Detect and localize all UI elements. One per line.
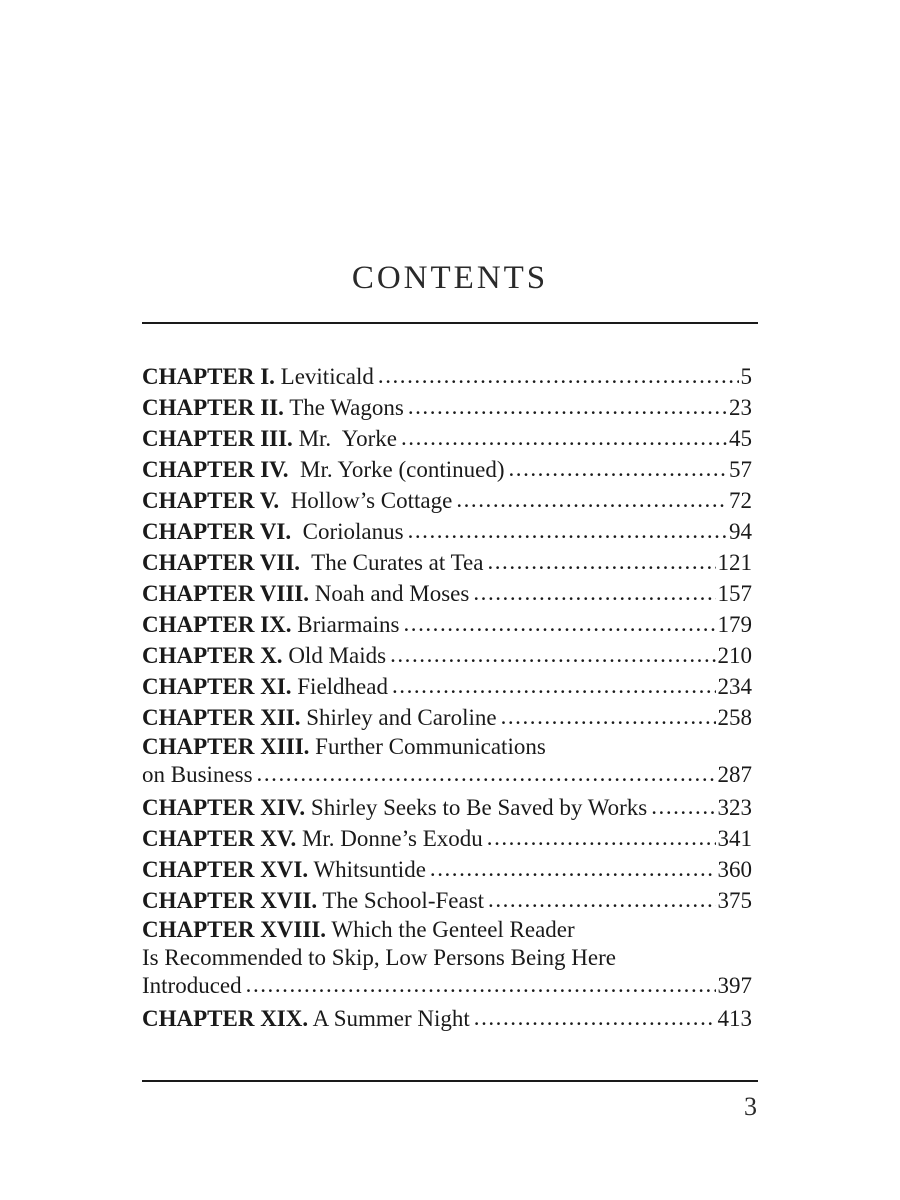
toc-entry-chapter-15[interactable] [142, 823, 752, 854]
page-number: 341 [717, 826, 752, 851]
dot-leader [378, 360, 739, 391]
chapter-title: Old Maids [288, 643, 387, 668]
bottom-rule [142, 1080, 758, 1082]
page-number: 94 [729, 519, 752, 544]
dot-leader [474, 1002, 716, 1033]
chapter-title: The Wagons [289, 395, 404, 420]
page-number: 45 [729, 426, 752, 451]
dot-leader [501, 701, 716, 732]
toc-entry-chapter-19[interactable] [142, 1003, 752, 1034]
toc-entry-chapter-4[interactable] [142, 454, 752, 485]
page-number: 375 [717, 888, 752, 913]
page-number: 23 [729, 395, 752, 420]
toc-entry-chapter-9[interactable] [142, 609, 752, 640]
dot-leader [246, 971, 716, 999]
chapter-number: CHAPTER VII. [142, 550, 301, 575]
dot-leader [487, 822, 716, 853]
chapter-title: Which the Genteel Reader [331, 917, 575, 942]
chapter-number: CHAPTER V. [142, 488, 280, 513]
chapter-title: Coriolanus [302, 519, 404, 544]
toc-entry-chapter-16[interactable] [142, 854, 752, 885]
dot-leader [508, 453, 727, 484]
top-rule [142, 322, 758, 324]
toc-entry-chapter-8[interactable] [142, 578, 752, 609]
dot-leader [487, 546, 715, 577]
toc-entry-chapter-17[interactable] [142, 885, 752, 916]
chapter-title: Leviticald [280, 364, 374, 389]
page-number: 234 [717, 674, 752, 699]
page-folio: 3 [744, 1092, 757, 1121]
page-number: 57 [729, 457, 752, 482]
chapter-number: CHAPTER VI. [142, 519, 292, 544]
dot-leader [430, 853, 716, 884]
chapter-number: CHAPTER XIII. [142, 734, 310, 759]
page-number: 5 [740, 364, 752, 389]
chapter-title: Mr. Donne’s Exodu [301, 826, 483, 851]
page-number: 258 [717, 705, 752, 730]
chapter-title: Shirley and Caroline [306, 705, 497, 730]
page-title: CONTENTS [351, 260, 549, 296]
toc-entry-chapter-3[interactable] [142, 423, 752, 454]
dot-leader [408, 391, 727, 422]
page-number: 157 [717, 581, 752, 606]
toc-entry-chapter-11[interactable] [142, 671, 752, 702]
chapter-number: CHAPTER II. [142, 395, 284, 420]
toc-entry-chapter-6[interactable] [142, 516, 752, 547]
chapter-title: Fieldhead [297, 674, 388, 699]
chapter-title: Mr. Yorke [298, 426, 397, 451]
dot-leader [257, 760, 716, 788]
chapter-number: CHAPTER XVI. [142, 857, 309, 882]
page-number: 413 [717, 1006, 752, 1031]
page-number: 397 [717, 973, 752, 998]
page-number: 72 [729, 488, 752, 513]
chapter-number: CHAPTER III. [142, 426, 293, 451]
dot-leader [390, 639, 715, 670]
dot-leader [488, 884, 715, 915]
chapter-title: Shirley Seeks to Be Saved by Works [310, 795, 648, 820]
toc-entry-chapter-7[interactable] [142, 547, 752, 578]
toc-entry-chapter-5[interactable] [142, 485, 752, 516]
chapter-number: CHAPTER XVIII. [142, 917, 327, 942]
dot-leader [408, 515, 727, 546]
page-number: 360 [717, 857, 752, 882]
toc-entry-chapter-13[interactable] [142, 733, 752, 761]
chapter-number: CHAPTER I. [142, 364, 275, 389]
toc-entry-chapter-2[interactable] [142, 392, 752, 423]
chapter-title: Hollow’s Cottage [290, 488, 453, 513]
chapter-number: CHAPTER XIV. [142, 795, 306, 820]
toc-entry-chapter-18-continued[interactable] [142, 944, 752, 972]
toc-entry-chapter-12[interactable] [142, 702, 752, 733]
dot-leader [392, 670, 716, 701]
chapter-number: CHAPTER XI. [142, 674, 292, 699]
dot-leader [403, 608, 715, 639]
chapter-number: CHAPTER XVII. [142, 888, 318, 913]
dot-leader [401, 422, 727, 453]
chapter-number: CHAPTER VIII. [142, 581, 309, 606]
chapter-title: Whitsuntide [313, 857, 426, 882]
chapter-title: Further Communications [315, 734, 546, 759]
chapter-number: CHAPTER IX. [142, 612, 292, 637]
dot-leader [473, 577, 715, 608]
dot-leader [456, 484, 727, 515]
toc-entry-chapter-10[interactable] [142, 640, 752, 671]
page-number: 210 [717, 643, 752, 668]
toc-entry-chapter-13-continued[interactable] [142, 761, 752, 789]
chapter-title: The School-Feast [322, 888, 485, 913]
chapter-title-continued: Is Recommended to Skip, Low Persons Being Here [142, 945, 616, 970]
page-number: 121 [717, 550, 752, 575]
chapter-number: CHAPTER IV. [142, 457, 289, 482]
chapter-title: The Curates at Tea [311, 550, 484, 575]
chapter-number: CHAPTER X. [142, 643, 283, 668]
page-number: 323 [717, 795, 752, 820]
chapter-title: Mr. Yorke (continued) [300, 457, 505, 482]
toc-entry-chapter-18[interactable] [142, 916, 752, 944]
page-number: 179 [717, 612, 752, 637]
chapter-title-continued: on Business [142, 762, 253, 787]
toc-entry-chapter-1[interactable] [142, 361, 752, 392]
toc-entry-chapter-18-continued-2[interactable] [142, 972, 752, 1000]
page-number: 287 [717, 762, 752, 787]
chapter-title: Noah and Moses [314, 581, 470, 606]
table-of-contents [142, 361, 752, 1034]
chapter-title: Briarmains [297, 612, 400, 637]
chapter-number: CHAPTER XIX. [142, 1006, 309, 1031]
toc-entry-chapter-14[interactable] [142, 792, 752, 823]
chapter-number: CHAPTER XII. [142, 705, 301, 730]
chapter-title-continued: Introduced [142, 973, 242, 998]
chapter-title: A Summer Night [312, 1006, 470, 1031]
dot-leader [651, 791, 715, 822]
chapter-number: CHAPTER XV. [142, 826, 297, 851]
